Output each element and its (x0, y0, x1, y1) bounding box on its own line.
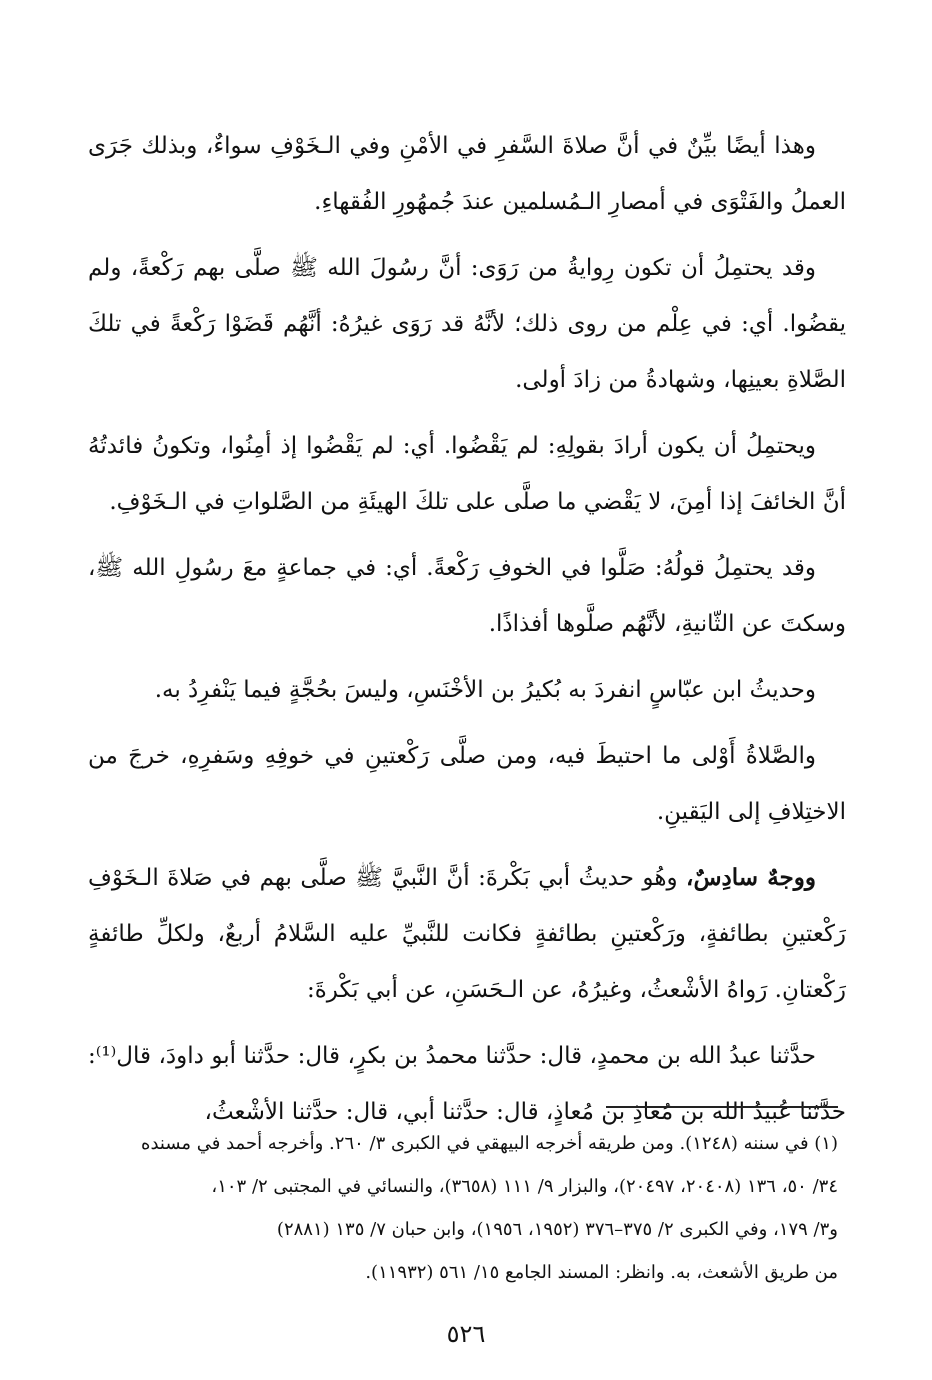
footnote-line-2: ٣٤/ ٥٠، ١٣٦ (٢٠٤٠٨، ٢٠٤٩٧)، والبزار ٩/ ١١١ (٣٦٥٨)، والنسائي في المجتبى ٢/ ١٠٣، (211, 1176, 838, 1197)
paragraph-3-text: ويحتمِلُ أن يكون أرادَ بقولِهِ: لم يَقْضُوا. أي: لم يَقْضُوا إذ أمِنُوا، وتكونُ فائدتُهُ أنَّ الخائفَ إذا أمِنَ، لا يَقْضي ما صلَّى على تلكَ الهيئَةِ من الصَّلواتِ في الـخَوْفِ. (88, 433, 846, 515)
section-lead-phrase: ووجهٌ سادِسٌ، (686, 864, 816, 891)
main-text (88, 118, 846, 1150)
paragraph-4 (88, 540, 846, 652)
paragraph-6 (88, 728, 846, 840)
paragraph-3 (88, 418, 846, 530)
paragraph-8-text: حدَّثنا عبدُ الله بن محمدٍ، قال: حدَّثنا محمدُ بن بكرٍ، قال: حدَّثنا أبو داودَ، قال⁽¹⁾: حدَّثنا عُبيدُ الله بن مُعاذِ بن مُعاذٍ، قال: حدَّثنا أبي، قال: حدَّثنا الأشْعثُ، (88, 1043, 846, 1125)
footnote-separator (606, 1106, 838, 1108)
page-number: ٥٢٦ (446, 1320, 486, 1348)
paragraph-7 (88, 850, 846, 1018)
footnote-line-3: و٣/ ١٧٩، وفي الكبرى ٢/ ٣٧٥–٣٧٦ (١٩٥٢، ١٩٥٦)، وابن حبان ٧/ ١٣٥ (٢٨٨١) (276, 1219, 838, 1240)
paragraph-6-text: والصَّلاةُ أَوْلى ما احتيطَ فيه، ومن صلَّى رَكْعتينِ في خوفِهِ وسَفرِهِ، خرجَ من الاختِلافِ إلى اليَقينِ. (88, 743, 846, 825)
paragraph-2-text: وقد يحتمِلُ أن تكون رِوايةُ من رَوَى: أنَّ رسُولَ الله ﷺ صلَّى بهم رَكْعةً، ولم يقضُوا. أي: في عِلْم من روى ذلك؛ لأنَّهُ قد رَوَى غيرُهُ: أنَّهُم قَضَوْا رَكْعةً في تلكَ الصَّلاةِ بعينِها، وشهادةُ من زادَ أولى. (88, 255, 846, 393)
paragraph-5-text: وحديثُ ابن عبّاسٍ انفردَ به بُكيرُ بن الأخْنَسِ، وليسَ بحُجَّةٍ فيما يَنْفرِدُ به. (154, 677, 816, 703)
footnotes (100, 1122, 838, 1294)
paragraph-2 (88, 240, 846, 408)
paragraph-5 (88, 662, 846, 718)
footnote-line-1: (١) في سننه (١٢٤٨). ومن طريقه أخرجه البيهقي في الكبرى ٣/ ٢٦٠. وأخرجه أحمد في مسنده (141, 1133, 838, 1154)
footnote-line-4: من طريق الأشعث، به. وانظر: المسند الجامع ١٥/ ٥٦١ (١١٩٣٢). (365, 1262, 838, 1283)
paragraph-1-text: وهذا أيضًا بيِّنٌ في أنَّ صلاةَ السَّفرِ في الأمْنِ وفي الـخَوْفِ سواءٌ، وبذلك جَرَى العملُ والفَتْوَى في أمصارِ الـمُسلمين عندَ جُمهُورِ الفُقهاءِ. (88, 133, 846, 215)
paragraph-1 (88, 118, 846, 230)
paragraph-4-text: وقد يحتمِلُ قولُهُ: صَلَّوا في الخوفِ رَكْعةً. أي: في جماعةٍ معَ رسُولِ الله ﷺ، وسكتَ عن الثّانيةِ، لأنَّهُم صلَّوها أفذاذًا. (88, 555, 846, 637)
paragraph-7-text: وهُو حديثُ أبي بَكْرةَ: أنَّ النَّبيَّ ﷺ صلَّى بهم في صَلاةَ الـخَوْفِ رَكْعتينِ بطائفةٍ، ورَكْعتينِ بطائفةٍ فكانت للنَّبيِّ عليه السَّلامُ أربعٌ، ولكلِّ طائفةٍ رَكْعتانِ. رَواهُ الأشْعثُ، وغيرُهُ، عن الـحَسَنِ، عن أبي بَكْرةَ: (88, 865, 846, 1003)
